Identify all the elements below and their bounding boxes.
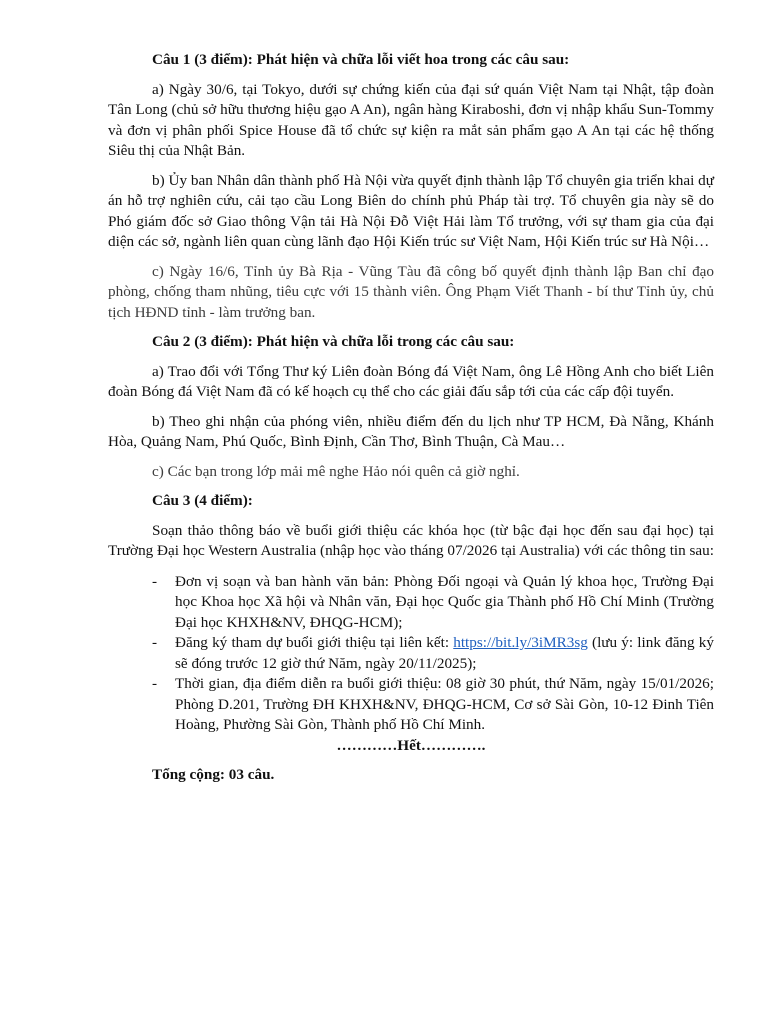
bullet-dash: - — [152, 634, 158, 651]
question-3-intro: Soạn thảo thông báo về buổi giới thiệu các khóa học (từ bậc đại học đến sau đại học) tại Trường Đại học Western Australia (nhập học vào tháng 07/2026 tại Australia) với các thông tin sau: — [108, 521, 714, 559]
bullet-dash: - — [152, 572, 158, 590]
bullet-dash: - — [152, 675, 158, 692]
question-1-part-a: a) Ngày 30/6, tại Tokyo, dưới sự chứng kiến của đại sứ quán Việt Nam tại Nhật, tập đoàn Tân Long (chủ sở hữu thương hiệu gạo A An), ngân hàng Kiraboshi, đơn vị nhập khẩu Sun-Tommy và đơn vị phân phối Spice House đã tổ chức sự kiện ra mắt sản phẩm gạo A An tại các hệ thống Siêu thị của Nhật Bản. — [108, 80, 714, 159]
bullet-text-time-location: Thời gian, địa điểm diễn ra buổi giới thiệu: 08 giờ 30 phút, thứ Năm, ngày 15/01/2026; Phòng D.201, Trường ĐH KHXH&NV, ĐHQG-HCM, Cơ sở Sài Gòn, 10-12 Đinh Tiên Hoàng, Phường Sài Gòn, Thành phố Hồ Chí Minh. — [175, 675, 714, 733]
registration-text-after: (lưu ý: link đăng ký sẽ đóng trước 12 giờ thứ Năm, ngày 20/11/2025); — [175, 634, 714, 672]
question-1-part-c: c) Ngày 16/6, Tỉnh ủy Bà Rịa - Vũng Tàu đã công bố quyết định thành lập Ban chỉ đạo phòng, chống tham nhũng, tiêu cực với 15 thành viên. Ông Phạm Viết Thanh - bí thư Tỉnh ủy, chủ tịch HĐND tỉnh - làm trưởng ban. — [108, 262, 714, 321]
question-1-part-b: b) Ủy ban Nhân dân thành phố Hà Nội vừa quyết định thành lập Tổ chuyên gia triển khai dự án hỗ trợ nghiên cứu, cải tạo cầu Long Biên do chính phủ Pháp tài trợ. Tổ chuyên gia này sẽ do Phó giám đốc sở Giao thông Vận tải Hà Nội Đỗ Việt Hải làm Tổ trưởng, với sự tham gia của đại diện các sở, ngành liên quan cùng lãnh đạo Hội Kiến trúc sư Việt Nam, Hội Kiến trúc sư Hà Nội… — [108, 171, 714, 250]
list-item — [152, 674, 714, 736]
registration-text-before: Đăng ký tham dự buổi giới thiệu tại liên kết: — [175, 634, 454, 651]
exam-document — [108, 50, 714, 786]
question-3-heading: Câu 3 (4 điểm): — [152, 492, 253, 509]
question-2-heading: Câu 2 (3 điểm): Phát hiện và chữa lỗi trong các câu sau: — [152, 333, 515, 350]
question-2-part-c: c) Các bạn trong lớp mải mê nghe Hảo nói quên cả giờ nghỉ. — [152, 462, 520, 480]
question-2-part-b: b) Theo ghi nhận của phóng viên, nhiều điểm đến du lịch như TP HCM, Đà Nẵng, Khánh Hòa, Quảng Nam, Phú Quốc, Bình Định, Cần Thơ, Bình Thuận, Cà Mau… — [108, 412, 714, 450]
bullet-text-issuer: Đơn vị soạn và ban hành văn bản: Phòng Đối ngoại và Quản lý khoa học, Trường Đại học Khoa học Xã hội và Nhân văn, Đại học Quốc gia Thành phố Hồ Chí Minh (Trường Đại học KHXH&NV, ĐHQG-HCM); — [175, 572, 714, 631]
registration-link[interactable]: https://bit.ly/3iMR3sg — [453, 634, 588, 651]
list-item — [152, 633, 714, 674]
question-1-heading: Câu 1 (3 điểm): Phát hiện và chữa lỗi viết hoa trong các câu sau: — [152, 51, 570, 68]
total-questions: Tổng cộng: 03 câu. — [152, 766, 275, 783]
question-2-part-a: a) Trao đổi với Tổng Thư ký Liên đoàn Bóng đá Việt Nam, ông Lê Hồng Anh cho biết Liên đoàn Bóng đá Việt Nam đã có kế hoạch cụ thể cho các giải đấu sắp tới của các cấp đội tuyển. — [108, 362, 714, 400]
end-marker: …………Hết…………. — [336, 736, 486, 754]
list-item — [152, 572, 714, 634]
question-3-requirements-list — [108, 572, 714, 736]
bullet-text-registration — [175, 634, 714, 672]
